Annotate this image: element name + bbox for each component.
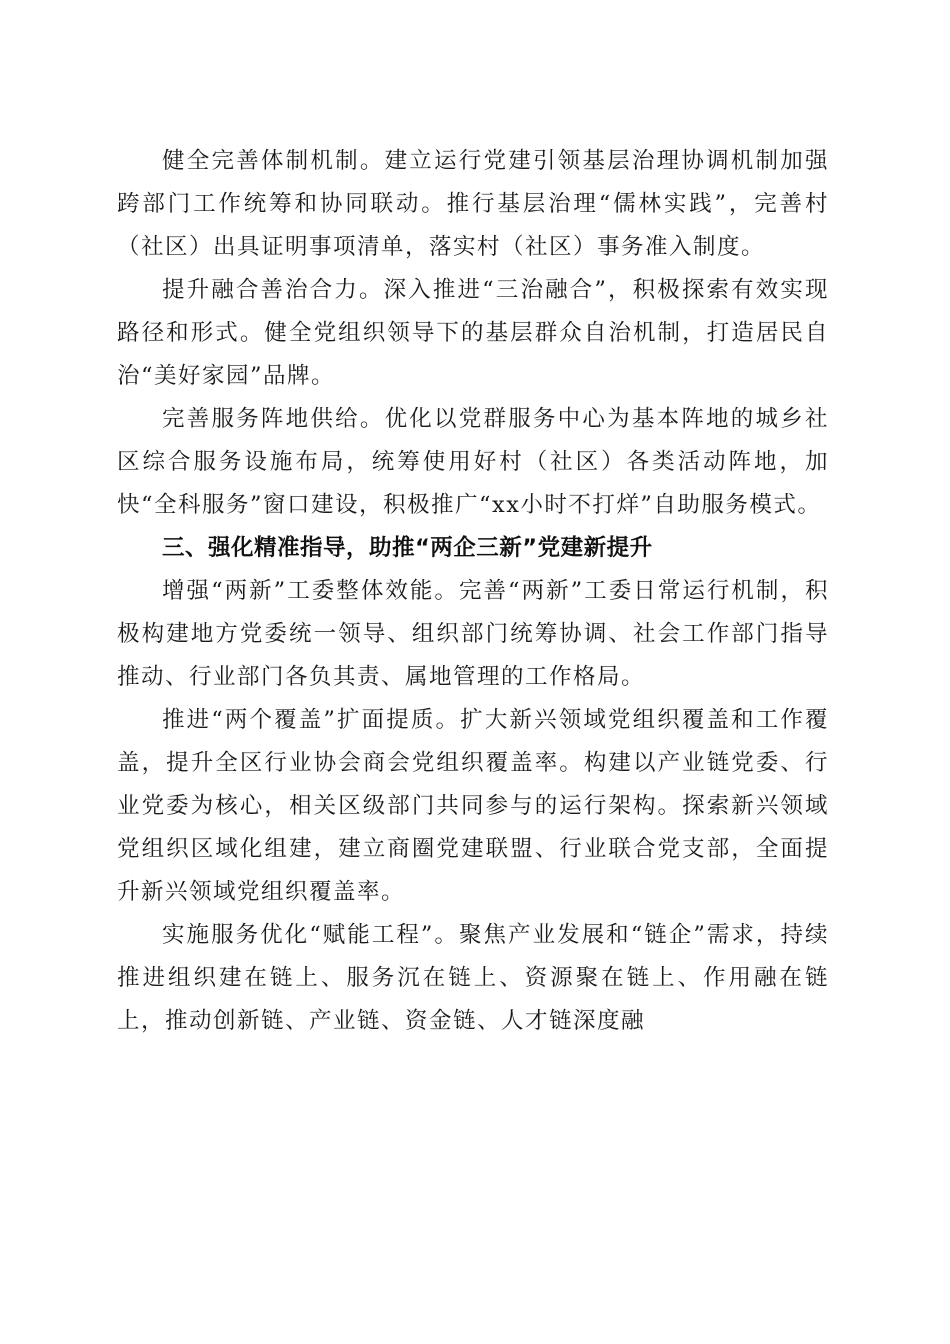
paragraph-working-committee: 增强“两新”工委整体效能。完善“两新”工委日常运行机制，积极构建地方党委统一领导、组织部门统筹协调、社会工作部门指导推动、行业部门各负其责、属地管理的工作格局。: [117, 578, 829, 690]
paragraph-governance-synergy: 提升融合善治合力。深入推进“三治融合”，积极探索有效实现路径和形式。健全党组织领导下的基层群众自治机制，打造居民自治“美好家园”品牌。: [117, 277, 829, 389]
document-body: [117, 140, 829, 1043]
section-heading-three: 三、强化精准指导，助推“两企三新”党建新提升: [162, 535, 653, 561]
paragraph-empowerment-project: 实施服务优化“赋能工程”。聚焦产业发展和“链企”需求，持续推进组织建在链上、服务沉在链上、资源聚在链上、作用融在链上，推动创新链、产业链、资金链、人才链深度融: [117, 922, 829, 1034]
paragraph-two-coverages: 推进“两个覆盖”扩面提质。扩大新兴领域党组织覆盖和工作覆盖，提升全区行业协会商会党组织覆盖率。构建以产业链党委、行业党委为核心，相关区级部门共同参与的运行架构。探索新兴领域党组织区域化组建，建立商圈党建联盟、行业联合党支部，全面提升新兴领域党组织覆盖率。: [117, 707, 829, 905]
paragraph-institution-mechanism: 健全完善体制机制。建立运行党建引领基层治理协调机制加强跨部门工作统筹和协同联动。推行基层治理“儒林实践”，完善村（社区）出具证明事项清单，落实村（社区）事务准入制度。: [117, 148, 829, 260]
paragraph-service-positions: 完善服务阵地供给。优化以党群服务中心为基本阵地的城乡社区综合服务设施布局，统筹使用好村（社区）各类活动阵地，加快“全科服务”窗口建设，积极推广“xx小时不打烊”自助服务模式。: [117, 406, 829, 518]
